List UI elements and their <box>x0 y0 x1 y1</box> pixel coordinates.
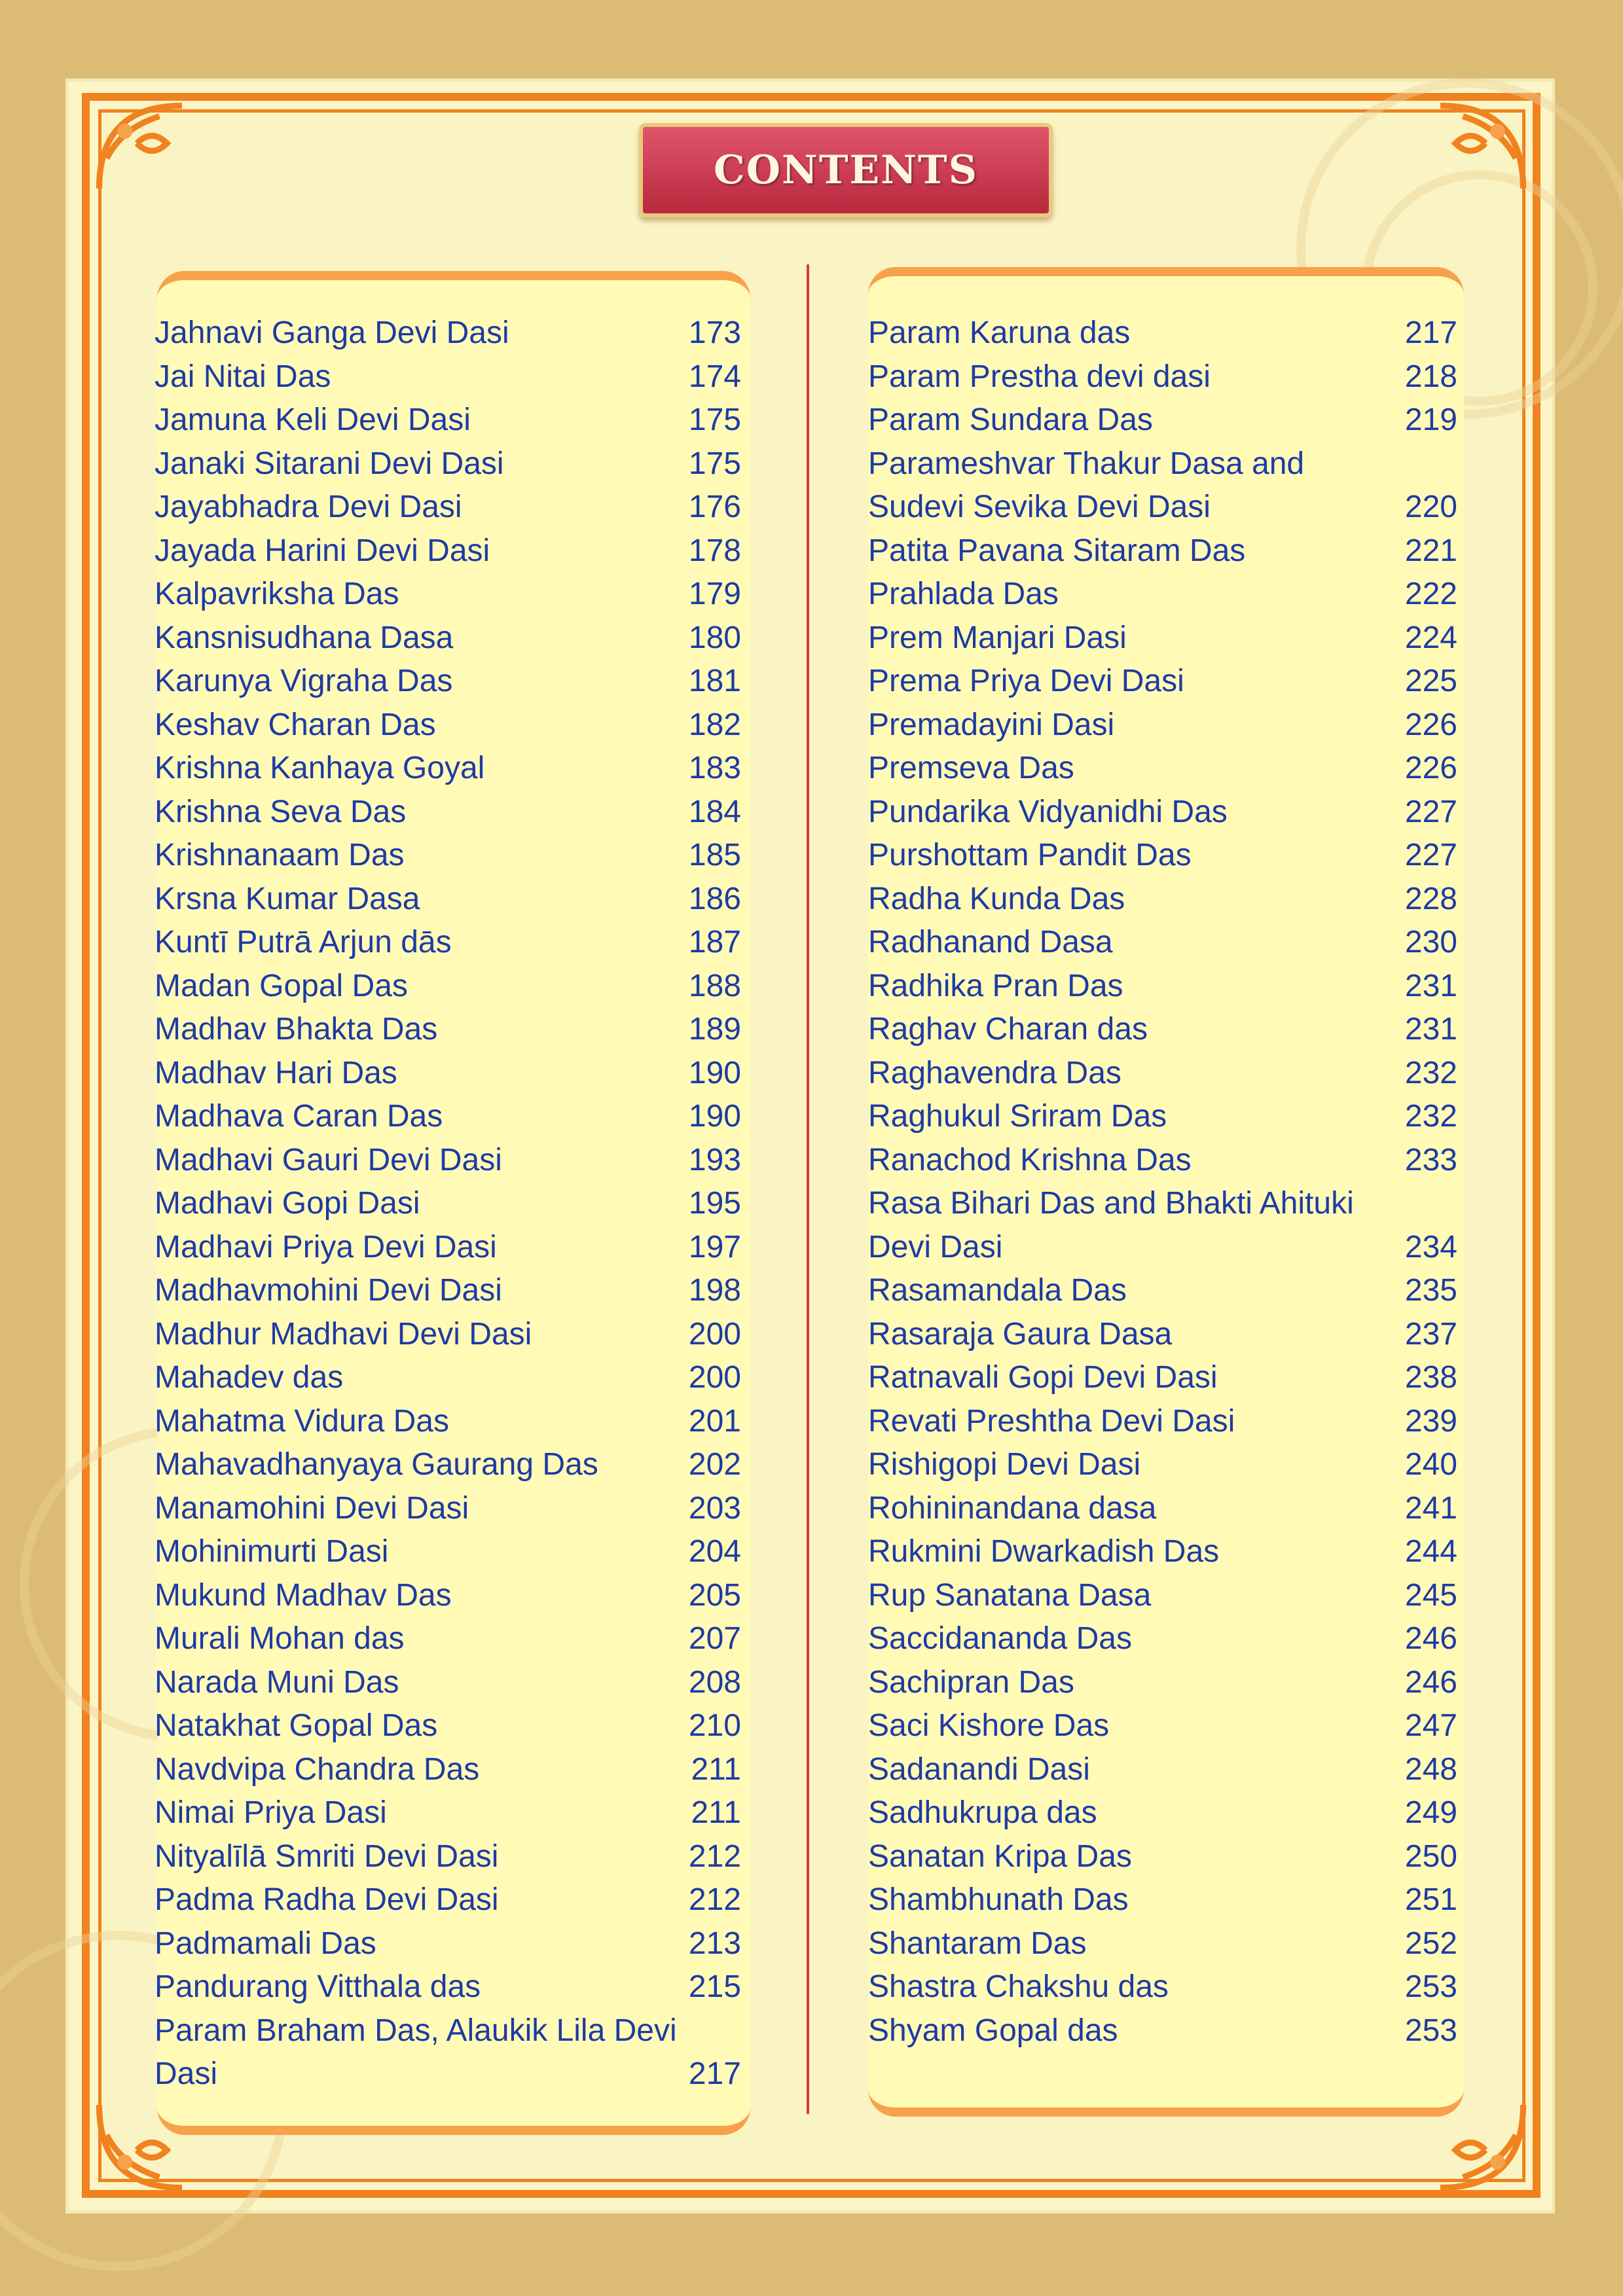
contents-entry <box>868 573 1457 617</box>
entry-name: Madan Gopal Das <box>155 968 408 1003</box>
entry-page-number: 251 <box>1404 1882 1457 1917</box>
contents-entry <box>868 1878 1457 1922</box>
entry-page-number: 246 <box>1404 1664 1457 1700</box>
entry-name: Shambhunath Das <box>868 1882 1129 1917</box>
entry-page-number: 225 <box>1404 664 1457 698</box>
contents-entry <box>155 399 741 442</box>
contents-entry <box>155 1922 741 1966</box>
entry-page-number: 197 <box>688 1229 741 1265</box>
entry-name: Murali Mohan das <box>155 1621 405 1656</box>
entry-page-number: 217 <box>688 2056 741 2091</box>
entry-name: Rasaraja Gaura Dasa <box>868 1316 1173 1352</box>
contents-entry <box>155 1313 741 1357</box>
entry-page-number: 208 <box>688 1664 741 1700</box>
contents-entry <box>155 791 741 834</box>
entry-name: Parameshvar Thakur Dasa and Sudevi Sevika Devi Dasi <box>868 446 1305 524</box>
contents-entry <box>868 1791 1457 1835</box>
contents-entry <box>155 1269 741 1313</box>
entry-page-number: 226 <box>1404 707 1457 742</box>
entry-page-number: 250 <box>1404 1839 1457 1874</box>
contents-entry <box>155 1487 741 1531</box>
entry-name: Jahnavi Ganga Devi Dasi <box>155 315 509 350</box>
entry-page-number: 213 <box>688 1926 741 1961</box>
entry-name: Madhav Bhakta Das <box>155 1012 438 1047</box>
contents-entry <box>155 1400 741 1444</box>
entry-page-number: 232 <box>1404 1055 1457 1090</box>
entry-page-number: 232 <box>1404 1099 1457 1134</box>
contents-entry <box>155 1095 741 1139</box>
entry-name: Rup Sanatana Dasa <box>868 1577 1152 1613</box>
entry-page-number: 185 <box>688 838 741 872</box>
contents-entry <box>868 1922 1457 1966</box>
contents-entry <box>155 1530 741 1574</box>
entry-page-number: 218 <box>1404 359 1457 394</box>
contents-entry <box>868 1400 1457 1444</box>
entry-page-number: 245 <box>1404 1577 1457 1613</box>
contents-entry <box>868 1661 1457 1705</box>
contents-entry <box>155 704 741 747</box>
contents-entry <box>868 704 1457 747</box>
entry-name: Ranachod Krishna Das <box>868 1142 1192 1177</box>
entry-name: Prem Manjari Dasi <box>868 620 1127 655</box>
entry-name: Premadayini Dasi <box>868 707 1115 742</box>
contents-entry <box>155 747 741 791</box>
entry-name: Manamohini Devi Dasi <box>155 1490 469 1526</box>
entry-page-number: 198 <box>688 1273 741 1308</box>
entry-page-number: 175 <box>688 403 741 437</box>
entry-name: Pundarika Vidyanidhi Das <box>868 794 1228 829</box>
entry-page-number: 220 <box>1404 490 1457 524</box>
entry-name: Madhavi Gopi Dasi <box>155 1186 420 1221</box>
contents-entry <box>155 965 741 1009</box>
contents-entry <box>868 1617 1457 1661</box>
entry-name: Premseva Das <box>868 751 1074 785</box>
contents-entry <box>155 312 741 355</box>
entry-name: Param Braham Das, Alaukik Lila Devi Dasi <box>155 2013 677 2091</box>
entry-name: Raghavendra Das <box>868 1055 1122 1090</box>
entry-page-number: 189 <box>688 1012 741 1047</box>
entry-name: Mohinimurti Dasi <box>155 1534 389 1569</box>
entry-page-number: 230 <box>1404 925 1457 960</box>
entry-page-number: 180 <box>688 620 741 655</box>
entry-name: Madhav Hari Das <box>155 1055 397 1090</box>
contents-entry <box>155 1574 741 1618</box>
entry-page-number: 184 <box>688 794 741 829</box>
contents-entry <box>868 529 1457 573</box>
entry-page-number: 244 <box>1404 1534 1457 1569</box>
entry-name: Sanatan Kripa Das <box>868 1839 1132 1874</box>
contents-entry <box>155 1443 741 1487</box>
entry-page-number: 203 <box>688 1490 741 1526</box>
entry-page-number: 193 <box>688 1142 741 1177</box>
entry-name: Radhanand Dasa <box>868 925 1113 960</box>
entry-page-number: 174 <box>688 359 741 394</box>
contents-entry <box>868 1052 1457 1096</box>
contents-entry <box>868 1748 1457 1792</box>
entry-name: Jai Nitai Das <box>155 359 331 394</box>
contents-entry <box>868 1008 1457 1052</box>
contents-entry <box>868 355 1457 399</box>
contents-entry <box>155 1617 741 1661</box>
entry-name: Kalpavriksha Das <box>155 577 399 611</box>
contents-entry <box>868 1139 1457 1183</box>
entry-page-number: 190 <box>688 1055 741 1090</box>
entry-name: Padmamali Das <box>155 1926 376 1961</box>
entry-page-number: 231 <box>1404 968 1457 1003</box>
entry-name: Param Karuna das <box>868 315 1131 350</box>
entry-page-number: 234 <box>1404 1229 1457 1265</box>
entry-name: Shantaram Das <box>868 1926 1087 1961</box>
entry-name: Saccidananda Das <box>868 1621 1132 1656</box>
entry-name: Sadhukrupa das <box>868 1795 1097 1830</box>
entry-page-number: 212 <box>688 1882 741 1917</box>
entry-name: Madhavi Gauri Devi Dasi <box>155 1142 502 1177</box>
entry-name: Shastra Chakshu das <box>868 1969 1169 2004</box>
entry-name: Mahavadhanyaya Gaurang Das <box>155 1447 598 1482</box>
entry-name: Param Prestha devi dasi <box>868 359 1211 394</box>
entry-name: Rasa Bihari Das and Bhakti Ahituki Devi Dasi <box>868 1186 1354 1265</box>
contents-entry <box>155 1965 741 2009</box>
contents-entry <box>155 1356 741 1400</box>
entry-name: Rishigopi Devi Dasi <box>868 1447 1141 1482</box>
contents-entry <box>155 617 741 660</box>
entry-name: Saci Kishore Das <box>868 1708 1110 1743</box>
entry-page-number: 176 <box>688 490 741 524</box>
entry-page-number: 228 <box>1404 881 1457 916</box>
contents-entry <box>868 965 1457 1009</box>
entry-name: Purshottam Pandit Das <box>868 838 1192 872</box>
contents-entry <box>155 834 741 878</box>
entry-name: Raghukul Sriram Das <box>868 1099 1167 1134</box>
entry-page-number: 246 <box>1404 1621 1457 1656</box>
entry-page-number: 207 <box>688 1621 741 1656</box>
contents-entry <box>155 573 741 617</box>
contents-entry <box>868 1530 1457 1574</box>
entry-page-number: 205 <box>688 1577 741 1613</box>
entry-name: Ratnavali Gopi Devi Dasi <box>868 1360 1218 1395</box>
entry-name: Param Sundara Das <box>868 403 1153 437</box>
contents-entry <box>868 921 1457 965</box>
entry-name: Padma Radha Devi Dasi <box>155 1882 499 1917</box>
entry-name: Radhika Pran Das <box>868 968 1123 1003</box>
entry-page-number: 195 <box>688 1186 741 1221</box>
contents-entry <box>155 1791 741 1835</box>
entry-page-number: 202 <box>688 1447 741 1482</box>
contents-entry <box>155 1182 741 1226</box>
entry-page-number: 253 <box>1404 1969 1457 2004</box>
contents-entry <box>155 878 741 922</box>
page-title: CONTENTS <box>713 147 979 193</box>
entry-name: Madhava Caran Das <box>155 1099 443 1134</box>
entry-name: Kansnisudhana Dasa <box>155 620 454 655</box>
contents-entry <box>155 1661 741 1705</box>
entry-page-number: 240 <box>1404 1447 1457 1482</box>
entry-page-number: 182 <box>688 707 741 742</box>
contents-entry <box>155 1008 741 1052</box>
contents-entry <box>868 1356 1457 1400</box>
entry-name: Madhur Madhavi Devi Dasi <box>155 1316 532 1352</box>
entry-page-number: 253 <box>1404 2013 1457 2048</box>
entry-page-number: 187 <box>688 925 741 960</box>
contents-entry <box>155 1748 741 1792</box>
entry-name: Krsna Kumar Dasa <box>155 881 420 916</box>
contents-entry <box>155 486 741 529</box>
entry-page-number: 181 <box>688 664 741 698</box>
entry-name: Jayabhadra Devi Dasi <box>155 490 462 524</box>
entry-name: Nimai Priya Dasi <box>155 1795 387 1830</box>
entry-page-number: 239 <box>1404 1403 1457 1439</box>
entry-name: Prahlada Das <box>868 577 1059 611</box>
contents-entry <box>155 1139 741 1183</box>
entry-name: Rohininandana dasa <box>868 1490 1157 1526</box>
entry-name: Navdvipa Chandra Das <box>155 1751 480 1787</box>
contents-entry <box>868 1313 1457 1357</box>
entry-name: Raghav Charan das <box>868 1012 1148 1047</box>
entry-page-number: 249 <box>1404 1795 1457 1830</box>
contents-entry <box>868 878 1457 922</box>
corner-ornament-top-left <box>92 98 242 249</box>
contents-entry <box>155 1052 741 1096</box>
entry-name: Kuntī Putrā Arjun dās <box>155 925 452 960</box>
entry-page-number: 219 <box>1404 403 1457 437</box>
entry-page-number: 173 <box>688 315 741 350</box>
entry-page-number: 233 <box>1404 1142 1457 1177</box>
contents-entry <box>868 617 1457 660</box>
contents-entry <box>155 529 741 573</box>
entry-name: Krishna Seva Das <box>155 794 407 829</box>
entry-name: Karunya Vigraha Das <box>155 664 453 698</box>
title-banner <box>639 123 1053 217</box>
contents-entry <box>868 399 1457 442</box>
entry-name: Mahadev das <box>155 1360 344 1395</box>
entry-page-number: 211 <box>691 1795 741 1830</box>
entry-page-number: 175 <box>688 446 741 481</box>
entry-page-number: 248 <box>1404 1751 1457 1787</box>
entry-page-number: 186 <box>688 881 741 916</box>
contents-entry <box>868 1095 1457 1139</box>
contents-entry <box>868 2009 1457 2053</box>
contents-entry <box>868 1835 1457 1879</box>
entry-page-number: 238 <box>1404 1360 1457 1395</box>
entry-page-number: 227 <box>1404 794 1457 829</box>
entry-name: Krishnanaam Das <box>155 838 405 872</box>
entry-page-number: 221 <box>1404 533 1457 568</box>
entry-page-number: 237 <box>1404 1316 1457 1352</box>
entry-name: Mahatma Vidura Das <box>155 1403 449 1439</box>
contents-entry <box>155 1704 741 1748</box>
entry-name: Madhavmohini Devi Dasi <box>155 1273 502 1308</box>
contents-entry <box>868 1487 1457 1531</box>
entry-name: Nityalīlā Smriti Devi Dasi <box>155 1839 499 1874</box>
entry-name: Patita Pavana Sitaram Das <box>868 533 1246 568</box>
contents-entry <box>868 834 1457 878</box>
entry-page-number: 210 <box>688 1708 741 1743</box>
contents-entry <box>868 1269 1457 1313</box>
entry-page-number: 252 <box>1404 1926 1457 1961</box>
entry-page-number: 227 <box>1404 838 1457 872</box>
entry-name: Revati Preshtha Devi Dasi <box>868 1403 1235 1439</box>
entry-page-number: 217 <box>1404 315 1457 350</box>
entry-page-number: 188 <box>688 968 741 1003</box>
entry-page-number: 231 <box>1404 1012 1457 1047</box>
entry-page-number: 222 <box>1404 577 1457 611</box>
entry-page-number: 235 <box>1404 1273 1457 1308</box>
entry-page-number: 226 <box>1404 751 1457 785</box>
entry-page-number: 247 <box>1404 1708 1457 1743</box>
contents-entry <box>868 1574 1457 1618</box>
entry-name: Mukund Madhav Das <box>155 1577 452 1613</box>
entry-name: Keshav Charan Das <box>155 707 436 742</box>
entry-name: Rasamandala Das <box>868 1273 1127 1308</box>
contents-entry <box>155 355 741 399</box>
entry-page-number: 179 <box>688 577 741 611</box>
entry-name: Madhavi Priya Devi Dasi <box>155 1229 497 1265</box>
entry-name: Narada Muni Das <box>155 1664 399 1700</box>
entry-page-number: 211 <box>691 1751 741 1787</box>
entry-page-number: 204 <box>688 1534 741 1569</box>
entry-page-number: 190 <box>688 1099 741 1134</box>
entry-name: Shyam Gopal das <box>868 2013 1118 2048</box>
contents-entry <box>868 791 1457 834</box>
contents-entry <box>868 660 1457 704</box>
entry-page-number: 200 <box>688 1316 741 1352</box>
entry-page-number: 241 <box>1404 1490 1457 1526</box>
contents-entry <box>155 660 741 704</box>
contents-entry <box>868 442 1457 529</box>
entry-name: Pandurang Vitthala das <box>155 1969 481 2004</box>
contents-entry <box>868 747 1457 791</box>
contents-entry <box>868 1443 1457 1487</box>
entry-name: Sachipran Das <box>868 1664 1074 1700</box>
entry-name: Janaki Sitarani Devi Dasi <box>155 446 504 481</box>
contents-entry <box>155 442 741 486</box>
entry-name: Sadanandi Dasi <box>868 1751 1090 1787</box>
entry-page-number: 200 <box>688 1360 741 1395</box>
contents-entry <box>868 312 1457 355</box>
entry-name: Krishna Kanhaya Goyal <box>155 751 485 785</box>
entry-page-number: 201 <box>688 1403 741 1439</box>
contents-entry <box>868 1182 1457 1269</box>
column-divider <box>807 264 809 2114</box>
entry-page-number: 215 <box>688 1969 741 2004</box>
contents-entry <box>155 921 741 965</box>
contents-entry <box>155 1878 741 1922</box>
entry-name: Rukmini Dwarkadish Das <box>868 1534 1220 1569</box>
contents-entry <box>155 1835 741 1879</box>
corner-ornament-top-right <box>1380 98 1531 249</box>
entry-name: Prema Priya Devi Dasi <box>868 664 1184 698</box>
entry-page-number: 178 <box>688 533 741 568</box>
entry-name: Jayada Harini Devi Dasi <box>155 533 490 568</box>
left-contents-list <box>155 312 741 2096</box>
entry-page-number: 224 <box>1404 620 1457 655</box>
entry-name: Natakhat Gopal Das <box>155 1708 438 1743</box>
contents-entry <box>868 1704 1457 1748</box>
contents-entry <box>155 2009 741 2096</box>
contents-entry <box>868 1965 1457 2009</box>
right-contents-list <box>868 312 1457 2053</box>
entry-page-number: 212 <box>688 1839 741 1874</box>
entry-name: Jamuna Keli Devi Dasi <box>155 403 471 437</box>
entry-page-number: 183 <box>688 751 741 785</box>
contents-entry <box>155 1226 741 1270</box>
entry-name: Radha Kunda Das <box>868 881 1125 916</box>
